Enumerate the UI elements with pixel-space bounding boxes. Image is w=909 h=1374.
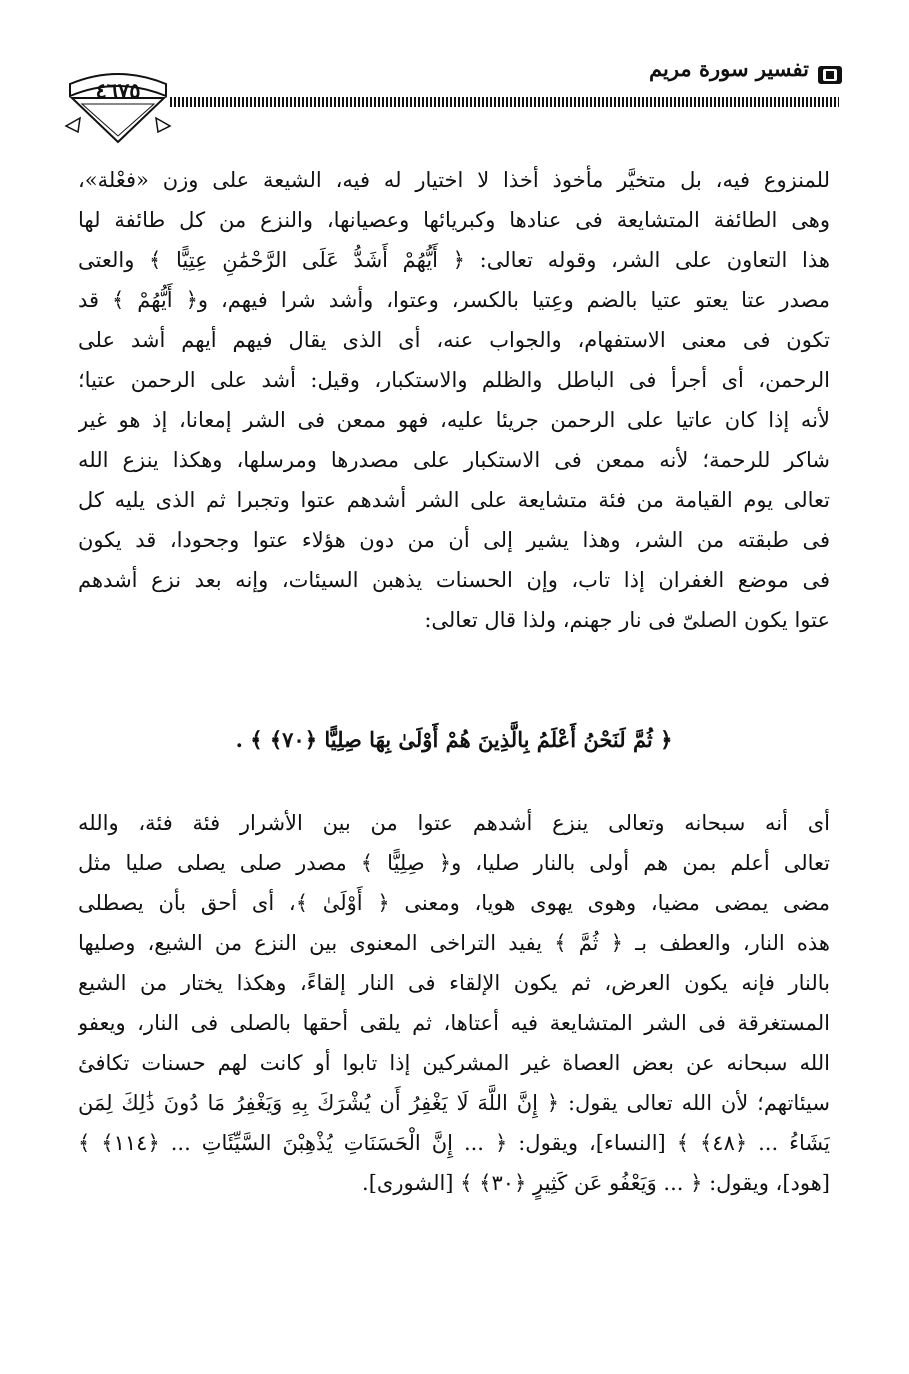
text-line: عتوا يكون الصلىّ فى نار جهنم، ولذا قال تعالى: [424,608,830,632]
page-number: ٤٦٧٥ [95,78,141,103]
text-line: هذا التعاون على الشر، وقوله تعالى: ﴿ أَيُّهُمْ أَشَدُّ عَلَى الرَّحْمَٰنِ عِتِيًّا ﴾ والعتى [78,248,830,272]
text-line: تعالى يوم القيامة من فئة متشايعة على الشر أشدهم عتوا وتجبرا ثم الذى يليه كل [78,488,830,512]
text-line: للمنزوع فيه، بل متخيَّر مأخوذ أخذا لا اختيار له فيه، الشيعة على وزن «فعْلة»، [78,168,830,192]
text-line: المستغرقة فى الشر المتشايعة فيه أعتاها، ثم يلقى أحقها بالصلى فى النار، ويعفو [78,1011,830,1035]
paragraph-1 [78,160,830,640]
text-line: تعالى أعلم بمن هم أولى بالنار صليا، و﴿ صِلِيًّا ﴾ مصدر صلى يصلى صليا مثل [78,851,830,875]
text-line: بالنار فإنه يكون العرض، ثم يكون الإلقاء فى النار إلقاءً، وهكذا يختار من الشيع [78,971,830,995]
text-line: الله سبحانه عن بعض العصاة غير المشركين إذا تابوا أو كانت لهم حسنات تكافئ [78,1051,830,1075]
text-line: مضى يمضى مضيا، وهوى يهوى هويا، ومعنى ﴿ أَوْلَىٰ ﴾، أى أحق بأن يصطلى [78,891,830,915]
text-line: هذه النار، والعطف بـ ﴿ ثُمَّ ﴾ يفيد التراخى المعنوى بين النزع من الشيع، وصليها [78,931,830,955]
running-title: تفسير سورة مريم [649,56,809,81]
page-header [0,0,909,150]
text-line: يَشَاءُ ... ﴿٤٨﴾ ﴾ [النساء]، ويقول: ﴿ ... إِنَّ الْحَسَنَاتِ يُذْهِبْنَ السَّيِّئَاتِ ... ﴿١١٤﴾ ﴾ [78,1131,830,1155]
quran-verse: ﴿ ثُمَّ لَنَحْنُ أَعْلَمُ بِالَّذِينَ هُمْ أَوْلَىٰ بِهَا صِلِيًّا ﴿٧٠﴾ ﴾ . [235,727,673,752]
text-line: تكون فى معنى الاستفهام، والجواب عنه، أى الذى يقال فيهم أيهم أشد على [78,328,830,352]
text-line: [هود]، ويقول: ﴿ ... وَيَعْفُو عَن كَثِيرٍ ﴿٣٠﴾ ﴾ [الشورى]. [362,1171,830,1195]
text-line: فى طبقته من الشر، وهذا يشير إلى أن من دون هؤلاء عتوا وجحودا، قد يكون [78,528,830,552]
text-line: وهى الطائفة المتشايعة فى عنادها وكبريائها وعصيانها، والنزع من كل طائفة لها [78,208,830,232]
flower-ornament-icon [817,64,843,86]
text-line: فى موضع الغفران إذا تاب، وإن الحسنات يذهبن السيئات، وإنه بعد نزع أشدهم [78,568,830,592]
header-rule [170,97,839,107]
paragraph-2 [78,803,830,1203]
text-line: أى أنه سبحانه وتعالى ينزع أشدهم عتوا من بين الأشرار فئة فئة، والله [78,811,830,835]
text-line: الرحمن، أى أجرأ فى الباطل والظلم والاستكبار، وقيل: أشد على الرحمن عتيا؛ [78,368,830,392]
text-line: مصدر عتا يعتو عتيا بالضم وعِتيا بالكسر، وعتوا، وأشد شرا فيهم، و﴿ أَيُّهُمْ ﴾ قد [78,288,830,312]
text-line: لأنه إذا كان عاتيا على الرحمن جريئا عليه، فهو ممعن فى الشر إمعانا، إذ هو غير [78,408,830,432]
text-line: شاكر للرحمة؛ لأنه ممعن فى الاستكبار على مصدرها ومرسلها، وهكذا ينزع الله [78,448,830,472]
text-line: سيئاتهم؛ لأن الله تعالى يقول: ﴿ إِنَّ اللَّهَ لَا يَغْفِرُ أَن يُشْرَكَ بِهِ وَيَغْفِرُ مَا دُونَ ذَٰلِكَ لِمَن [78,1091,830,1115]
